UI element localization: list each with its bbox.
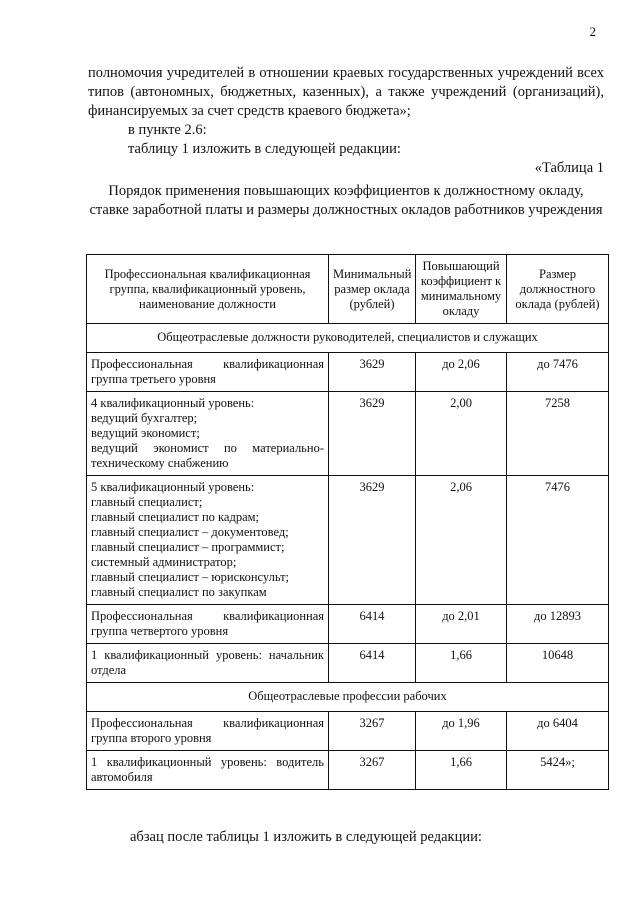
position-line: системный администратор; xyxy=(91,555,237,569)
table-row xyxy=(87,751,609,790)
coefficient-cell: 2,00 xyxy=(416,392,507,476)
position-line: 4 квалификационный уровень: xyxy=(91,396,255,410)
position-line: 1 квалификационный уровень: начальник отдела xyxy=(91,648,324,677)
position-cell xyxy=(87,605,329,644)
coefficient-cell: до 2,01 xyxy=(416,605,507,644)
salary-table xyxy=(86,254,609,790)
min-salary-cell: 3629 xyxy=(329,392,416,476)
coefficient-cell: до 2,06 xyxy=(416,353,507,392)
section-row xyxy=(87,324,609,353)
coefficient-cell: 1,66 xyxy=(416,751,507,790)
official-salary-cell: до 6404 xyxy=(507,712,609,751)
table-row xyxy=(87,353,609,392)
official-salary-cell: 7258 xyxy=(507,392,609,476)
official-salary-cell: 5424»; xyxy=(507,751,609,790)
position-line: ведущий экономист по материально-техническому снабжению xyxy=(91,441,324,470)
table-header-row xyxy=(87,255,609,324)
min-salary-cell: 6414 xyxy=(329,644,416,683)
min-salary-cell: 3629 xyxy=(329,476,416,605)
table-row xyxy=(87,644,609,683)
coefficient-cell: до 1,96 xyxy=(416,712,507,751)
closing-paragraph: абзац после таблицы 1 изложить в следующей редакции: xyxy=(130,829,482,845)
position-cell xyxy=(87,476,329,605)
min-salary-cell: 3267 xyxy=(329,712,416,751)
salary-table-container xyxy=(86,254,609,790)
table-row xyxy=(87,605,609,644)
position-cell xyxy=(87,751,329,790)
table-row xyxy=(87,392,609,476)
intro-paragraph-3: таблицу 1 изложить в следующей редакции: xyxy=(128,141,401,157)
intro-text xyxy=(88,64,604,178)
intro-paragraph-1: полномочия учредителей в отношении краевых государственных учреждений всех типов (автономных, бюджетных, казенных), а также учреждений (организаций), финансируемых за счет средств краевого бюджета»; xyxy=(88,65,604,119)
section-row xyxy=(87,683,609,712)
position-cell xyxy=(87,353,329,392)
position-line: главный специалист по кадрам; xyxy=(91,510,260,524)
official-salary-cell: 10648 xyxy=(507,644,609,683)
section-heading: Общеотраслевые профессии рабочих xyxy=(87,683,609,712)
position-line: ведущий экономист; xyxy=(91,426,200,440)
min-salary-cell: 3629 xyxy=(329,353,416,392)
min-salary-cell: 6414 xyxy=(329,605,416,644)
position-cell xyxy=(87,712,329,751)
position-cell xyxy=(87,644,329,683)
position-line: главный специалист – программист; xyxy=(91,540,285,554)
position-line: Профессиональная квалификационная группа второго уровня xyxy=(91,716,324,745)
official-salary-cell: до 12893 xyxy=(507,605,609,644)
position-line: 5 квалификационный уровень: xyxy=(91,480,255,494)
official-salary-cell: 7476 xyxy=(507,476,609,605)
position-line: главный специалист – юрисконсульт; xyxy=(91,570,290,584)
position-line: Профессиональная квалификационная группа четвертого уровня xyxy=(91,609,324,638)
table-body xyxy=(87,324,609,790)
header-coefficient: Повышающий коэффициент к минимальному окладу xyxy=(416,255,507,324)
header-position: Профессиональная квалификационная группа, квалификационный уровень, наименование должности xyxy=(87,255,329,324)
official-salary-cell: до 7476 xyxy=(507,353,609,392)
position-line: Профессиональная квалификационная группа третьего уровня xyxy=(91,357,324,386)
table-row xyxy=(87,712,609,751)
coefficient-cell: 1,66 xyxy=(416,644,507,683)
page-number: 2 xyxy=(589,24,596,39)
table-reference: «Таблица 1 xyxy=(534,160,604,176)
header-min-salary: Минимальный размер оклада (рублей) xyxy=(329,255,416,324)
position-line: главный специалист; xyxy=(91,495,203,509)
section-heading: Общеотраслевые должности руководителей, специалистов и служащих xyxy=(87,324,609,353)
position-line: главный специалист по закупкам xyxy=(91,585,267,599)
intro-paragraph-2: в пункте 2.6: xyxy=(128,122,207,138)
table-title: Порядок применения повышающих коэффициентов к должностному окладу, ставке заработной платы и размеры должностных окладов работников учреждения xyxy=(89,183,603,218)
table-row xyxy=(87,476,609,605)
position-cell xyxy=(87,392,329,476)
position-line: главный специалист – документовед; xyxy=(91,525,289,539)
position-line: 1 квалификационный уровень: водитель автомобиля xyxy=(91,755,324,784)
position-line: ведущий бухгалтер; xyxy=(91,411,198,425)
coefficient-cell: 2,06 xyxy=(416,476,507,605)
header-official-salary: Размер должностного оклада (рублей) xyxy=(507,255,609,324)
min-salary-cell: 3267 xyxy=(329,751,416,790)
